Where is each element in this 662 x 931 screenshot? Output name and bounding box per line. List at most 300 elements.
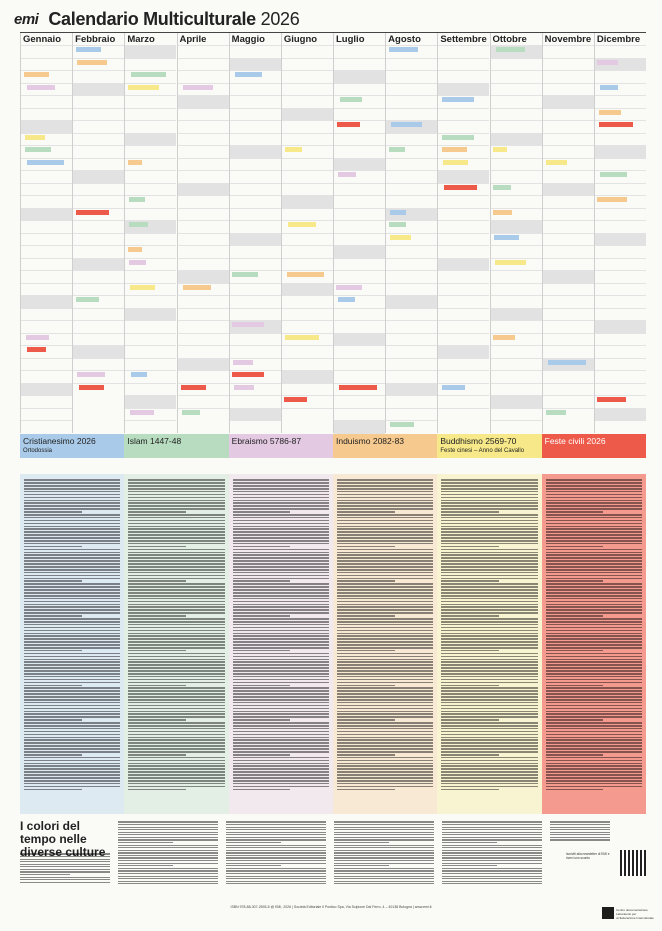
text-line [441,716,537,718]
text-line [128,771,224,773]
text-line [441,575,537,577]
text-line [337,771,433,773]
text-line [128,621,224,623]
text-line [226,852,326,853]
text-line [24,589,120,591]
text-line [128,598,224,600]
day-row [595,208,646,222]
text-line [118,850,218,851]
text-line [128,644,224,646]
day-row [178,145,229,159]
legend-label: Induismo 2082-83 [335,436,405,446]
text-line [24,604,120,606]
text-line [128,604,224,606]
day-row [125,295,176,309]
month-febbraio [72,33,124,433]
text-line [128,575,224,577]
text-line [546,497,642,499]
text-line [546,713,642,715]
text-line [441,604,537,606]
text-line [546,560,642,562]
text-line [128,491,224,493]
festival-marker [76,210,108,215]
text-line [233,520,329,522]
text-line [226,881,326,882]
text-line [24,606,120,608]
festival-marker [597,397,626,402]
text-line [337,676,433,678]
text-line [337,696,433,698]
text-line [233,742,329,744]
day-row [491,83,542,97]
text-line [337,618,433,620]
text-line [337,528,433,530]
text-line [128,534,224,536]
text-line [233,624,329,626]
text-line [441,598,537,600]
day-row [21,183,72,197]
text-line [546,598,642,600]
day-row [178,208,229,222]
text-line [337,540,433,542]
text-line [118,845,218,846]
text-line [337,609,433,611]
day-row [178,70,229,84]
text-line [546,670,642,672]
text-line [337,566,433,568]
text-line [233,664,329,666]
day-row [438,333,489,347]
festival-marker [232,272,258,277]
text-line [128,659,224,661]
text-line [550,829,610,830]
text-line [128,722,224,724]
text-line [441,725,537,727]
text-line [334,860,434,861]
text-line [24,713,120,715]
text-line [546,679,642,681]
day-row [334,208,385,222]
text-line [24,630,120,632]
text-line [546,627,642,629]
text-line [24,502,120,504]
text-line [128,508,224,510]
text-line [441,682,537,684]
day-row [386,308,437,322]
text-line [128,526,224,528]
month-name: Aprile [179,34,207,45]
text-line [337,661,433,663]
text-line [546,635,642,637]
festival-marker [284,397,307,402]
text-line [550,837,610,838]
text-line [20,869,110,870]
day-row [543,145,594,159]
text-line [233,685,291,687]
text-line [128,687,224,689]
day-row [73,70,124,84]
text-line [24,575,120,577]
text-line [334,857,434,858]
text-line [233,546,291,548]
month-name: Agosto [388,34,421,45]
text-line [441,560,537,562]
festival-marker [442,147,467,152]
text-line [24,580,82,582]
day-row [230,95,281,109]
text-line [233,580,291,582]
text-line [550,827,610,828]
day-row [543,345,594,359]
month-name: Febbraio [75,34,116,45]
day-row [21,283,72,297]
day-row [125,58,176,72]
legend-label: Ebraismo 5786-87 [231,436,302,446]
festival-marker [25,135,45,140]
month-marzo [124,33,176,433]
text-line [441,745,537,747]
text-line [128,540,224,542]
day-row [125,133,176,147]
text-line [334,829,434,830]
text-line [442,832,542,833]
text-line [546,687,642,689]
text-line [233,763,329,765]
text-line [334,821,434,822]
day-row [21,358,72,372]
festival-marker [285,335,319,340]
day-row [21,320,72,334]
month-name: Maggio [231,34,265,45]
text-line [128,673,224,675]
description-column [20,474,124,814]
text-line [337,690,433,692]
text-line [546,774,642,776]
text-line [233,737,329,739]
festival-marker [131,372,147,377]
festival-marker [130,285,155,290]
text-line [441,711,537,713]
day-row [125,108,176,122]
text-line [24,497,120,499]
text-line [24,777,120,779]
legend-sub: Feste cinesi – Anno del Cavallo [440,448,525,454]
day-row [595,245,646,259]
day-row [230,395,281,409]
text-line [128,699,224,701]
text-line [334,873,434,874]
org-text: Centro documentazione Laboratorio per un'Educazione Interculturale [616,908,654,920]
text-line [441,537,537,539]
month-name: Gennaio [23,34,62,45]
text-line [546,659,642,661]
day-row [178,308,229,322]
text-line [441,757,537,759]
day-row [491,133,542,147]
text-line [128,777,224,779]
text-line [128,667,224,669]
text-line [337,624,433,626]
text-line [24,763,120,765]
text-line [233,708,329,710]
text-line [128,751,224,753]
day-row [543,83,594,97]
day-row [178,108,229,122]
festival-marker [24,72,49,77]
day-row [21,420,72,434]
festival-marker [27,160,64,165]
festival-marker [548,360,586,365]
festival-marker [493,210,512,215]
day-row [230,108,281,122]
text-line [337,520,433,522]
day-row [73,220,124,234]
text-line [441,742,537,744]
text-line [337,705,433,707]
text-line [546,508,642,510]
day-row [543,70,594,84]
text-line [441,760,537,762]
month-aprile [177,33,229,433]
day-row [595,233,646,247]
day-row [438,408,489,422]
text-line [441,627,537,629]
text-line [337,494,433,496]
text-line [441,569,537,571]
text-line [441,635,537,637]
text-line [337,667,433,669]
text-line [337,742,433,744]
text-line [24,673,120,675]
text-line [128,630,224,632]
day-row [178,270,229,284]
festival-marker [79,385,104,390]
day-row [282,245,333,259]
text-line [233,575,329,577]
day-row [178,245,229,259]
qr-code-icon[interactable] [620,850,646,876]
legend-label: Feste civili 2026 [544,436,606,446]
text-line [546,566,642,568]
text-line [442,876,542,877]
day-row [282,258,333,272]
day-row [334,408,385,422]
text-line [441,546,499,548]
text-line [24,546,82,548]
day-row [125,45,176,59]
day-row [73,283,124,297]
text-line [233,676,329,678]
text-line [24,690,120,692]
day-row [543,58,594,72]
text-line [546,578,642,580]
day-row [230,145,281,159]
day-row [438,283,489,297]
day-row [73,195,124,209]
text-line [337,656,433,658]
text-line [20,877,110,878]
text-line [233,716,329,718]
day-row [282,370,333,384]
text-line [128,479,224,481]
text-line [546,760,642,762]
day-row [595,295,646,309]
day-row [230,120,281,134]
text-line [546,537,642,539]
month-name: Marzo [127,34,155,45]
legend-label: Cristianesimo 2026 [23,436,96,446]
text-line [442,873,542,874]
text-line [233,500,329,502]
text-line [24,653,120,655]
text-line [233,711,329,713]
text-line [24,659,120,661]
festival-marker [337,122,359,127]
festival-marker [336,285,362,290]
text-line [334,842,389,843]
text-line [546,716,642,718]
day-row [438,370,489,384]
text-line [546,482,642,484]
day-row [230,245,281,259]
text-line [441,722,537,724]
text-line [233,523,329,525]
text-line [337,589,433,591]
day-row [334,370,385,384]
text-line [546,575,642,577]
text-line [233,606,329,608]
text-line [128,511,186,513]
text-line [441,500,537,502]
text-line [546,621,642,623]
text-line [233,673,329,675]
month-novembre [542,33,594,433]
text-line [128,742,224,744]
text-line [442,847,542,848]
text-line [441,719,499,721]
text-line [233,635,329,637]
text-line [441,592,537,594]
festival-marker [600,85,618,90]
text-line [233,783,329,785]
text-line [337,716,433,718]
festival-marker [234,385,255,390]
festival-marker [389,147,404,152]
text-line [334,834,434,835]
festival-marker [285,147,302,152]
festival-marker [546,410,566,415]
description-column [229,474,333,814]
day-row [595,408,646,422]
text-line [441,664,537,666]
text-line [334,870,434,871]
text-line [546,757,642,759]
text-line [337,523,433,525]
text-line [441,638,537,640]
text-line [546,534,642,536]
day-row [178,220,229,234]
text-line [24,656,120,658]
text-line [546,615,604,617]
day-row [334,45,385,59]
text-line [233,754,291,756]
day-row [386,83,437,97]
text-line [24,768,120,770]
day-row [230,195,281,209]
text-line [233,549,329,551]
day-row [282,358,333,372]
text-line [226,829,326,830]
day-row [438,320,489,334]
text-line [441,763,537,765]
text-line [337,635,433,637]
day-row [543,220,594,234]
day-row [491,108,542,122]
text-line [441,621,537,623]
text-line [546,739,642,741]
text-line [441,511,499,513]
text-line [128,670,224,672]
text-line [128,537,224,539]
text-line [337,664,433,666]
text-line [546,667,642,669]
text-line [441,609,537,611]
text-line [337,780,433,782]
text-line [441,563,537,565]
text-line [546,563,642,565]
text-line [233,679,329,681]
text-line [546,653,642,655]
text-line [128,572,224,574]
day-row [334,83,385,97]
text-line [226,834,326,835]
text-line [334,832,434,833]
text-line [128,705,224,707]
text-line [441,768,537,770]
text-line [233,592,329,594]
month-name: Novembre [544,34,592,45]
text-line [128,612,224,614]
text-line [24,523,120,525]
text-line [128,748,224,750]
day-row [282,170,333,184]
text-line [337,546,395,548]
day-row [178,370,229,384]
text-line [24,528,120,530]
description-column [124,474,228,814]
day-row [491,383,542,397]
text-line [226,865,281,866]
text-line [226,832,326,833]
text-line [546,604,642,606]
text-line [546,583,642,585]
text-line [128,719,186,721]
day-row [21,258,72,272]
text-line [233,482,329,484]
day-row [543,208,594,222]
festival-marker [389,222,406,227]
day-row [595,333,646,347]
text-line [441,656,537,658]
festival-marker [26,335,48,340]
text-line [441,650,499,652]
day-row [21,245,72,259]
text-line [118,868,218,869]
legend-label: Buddhismo 2569-70 [440,436,517,446]
text-line [233,739,329,741]
day-row [282,383,333,397]
text-line [337,601,433,603]
